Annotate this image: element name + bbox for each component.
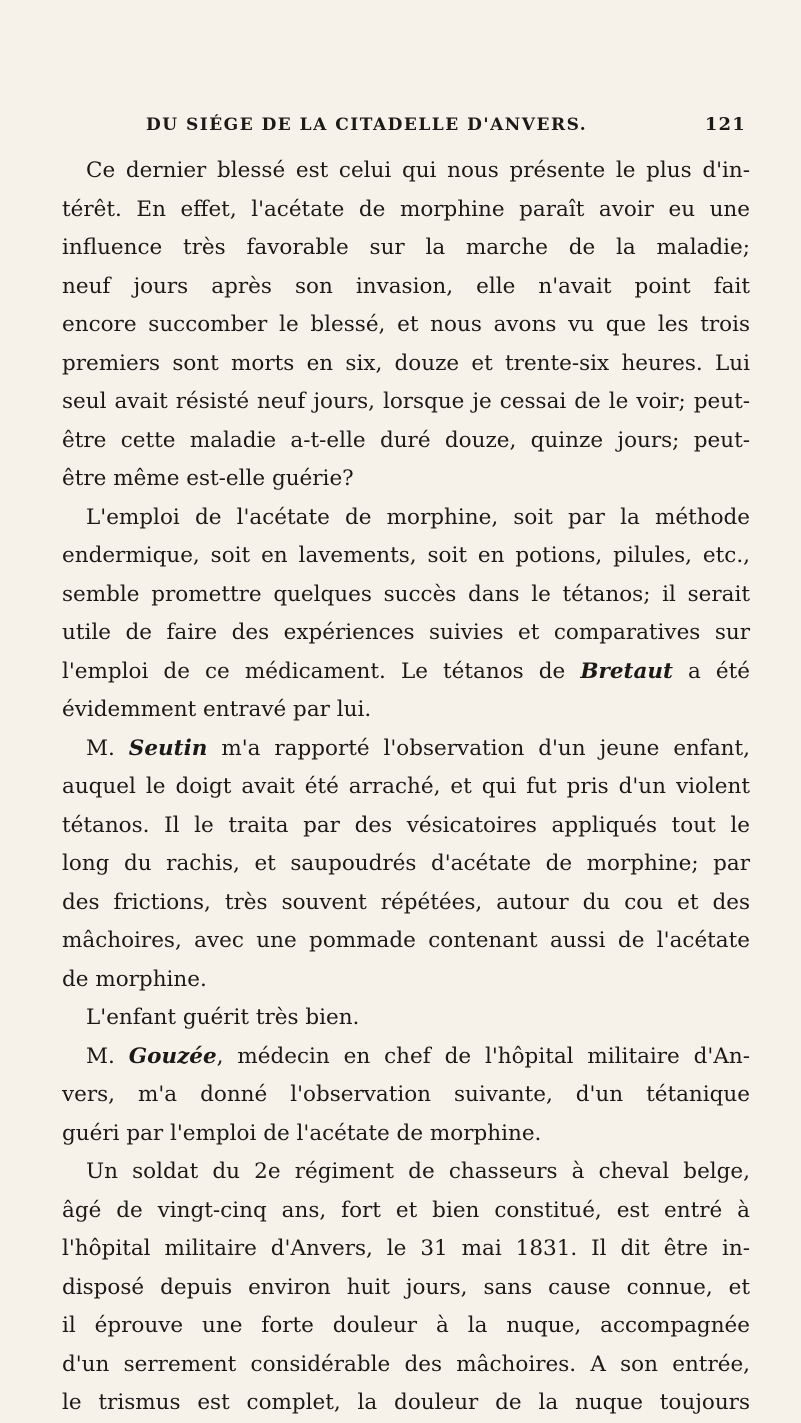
text-segment: il éprouve une forte douleur à la nuque, accompagnée bbox=[62, 1313, 750, 1338]
text-segment: L'emploi de l'acétate de morphine, soit par la méthode bbox=[86, 504, 750, 530]
text-segment: le trismus est complet, la douleur de la nuque toujours bbox=[62, 1390, 750, 1415]
text-line bbox=[62, 999, 750, 1038]
text-line bbox=[62, 1307, 750, 1346]
text-line bbox=[62, 306, 750, 345]
text-line bbox=[62, 961, 750, 1000]
text-segment: de morphine. bbox=[62, 966, 207, 992]
text-segment: auquel le doigt avait été arraché, et qui fut pris d'un violent bbox=[62, 774, 750, 799]
text-line bbox=[62, 1384, 750, 1423]
text-line bbox=[62, 845, 750, 884]
text-segment: tétanos. Il le traita par des vésicatoires appliqués tout le bbox=[62, 812, 750, 838]
text-line bbox=[62, 1230, 750, 1269]
text-segment: Ce dernier blessé est celui qui nous présente le plus d'in- bbox=[86, 158, 750, 183]
text-segment: influence très favorable sur la marche de la maladie; bbox=[62, 235, 750, 260]
text-segment: évidemment entravé par lui. bbox=[62, 697, 372, 722]
text-line bbox=[62, 1038, 750, 1077]
text-line bbox=[62, 730, 750, 769]
text-segment: seul avait résisté neuf jours, lorsque je cessai de le voir; peut- bbox=[62, 389, 750, 414]
text-line bbox=[62, 229, 750, 268]
text-line bbox=[62, 460, 750, 499]
text-line bbox=[62, 614, 750, 653]
text-line bbox=[62, 1076, 750, 1115]
text-line bbox=[62, 422, 750, 461]
text-line bbox=[62, 268, 750, 307]
text-segment: l'hôpital militaire d'Anvers, le 31 mai 1831. Il dit être in- bbox=[62, 1236, 750, 1261]
text-line bbox=[62, 768, 750, 807]
text-segment: endermique, soit en lavements, soit en potions, pilules, etc., bbox=[62, 543, 750, 568]
text-segment: a été bbox=[672, 658, 750, 684]
text-segment: L'enfant guérit très bien. bbox=[86, 1005, 360, 1030]
text-segment: l'emploi de ce médicament. Le tétanos de bbox=[62, 658, 581, 684]
text-segment: M. bbox=[86, 1043, 129, 1069]
text-line bbox=[62, 1115, 750, 1154]
text-segment: des frictions, très souvent répétées, autour du cou et des bbox=[62, 889, 750, 915]
text-line bbox=[62, 499, 750, 538]
italic-name: Gouzée bbox=[128, 1043, 217, 1069]
text-segment: être cette maladie a-t-elle duré douze, quinze jours; peut- bbox=[62, 427, 750, 453]
text-line bbox=[62, 807, 750, 846]
text-line bbox=[62, 152, 750, 191]
italic-name: Seutin bbox=[128, 735, 208, 761]
text-segment: utile de faire des expériences suivies et comparatives sur bbox=[62, 620, 750, 645]
text-segment: disposé depuis environ huit jours, sans cause connue, et bbox=[62, 1274, 750, 1300]
text-segment: Un soldat du 2e régiment de chasseurs à cheval belge, bbox=[86, 1159, 750, 1184]
text-segment: d'un serrement considérable des mâchoires. A son entrée, bbox=[62, 1351, 750, 1377]
text-line bbox=[62, 1346, 750, 1385]
text-line bbox=[62, 1153, 750, 1192]
italic-name: Bretaut bbox=[580, 658, 673, 684]
running-header bbox=[146, 114, 746, 135]
text-segment: âgé de vingt-cinq ans, fort et bien constitué, est entré à bbox=[62, 1197, 750, 1223]
text-segment: térêt. En effet, l'acétate de morphine paraît avoir eu une bbox=[62, 196, 750, 222]
text-segment: vers, m'a donné l'observation suivante, d'un tétanique bbox=[62, 1082, 750, 1107]
text-line bbox=[62, 922, 750, 961]
page-number: 121 bbox=[704, 114, 746, 135]
text-segment: être même est-elle guérie? bbox=[62, 466, 354, 491]
text-segment: semble promettre quelques succès dans le tétanos; il serait bbox=[62, 581, 750, 607]
running-title: DU SIÉGE DE LA CITADELLE D'ANVERS. bbox=[146, 115, 588, 135]
text-line bbox=[62, 576, 750, 615]
text-segment: , médecin en chef de l'hôpital militaire d'An- bbox=[216, 1043, 750, 1069]
text-line bbox=[62, 1192, 750, 1231]
text-line bbox=[62, 653, 750, 692]
text-segment: long du rachis, et saupoudrés d'acétate de morphine; par bbox=[62, 851, 750, 876]
text-line bbox=[62, 691, 750, 730]
text-segment: m'a rapporté l'observation d'un jeune enfant, bbox=[207, 735, 750, 761]
text-segment: encore succomber le blessé, et nous avons vu que les trois bbox=[62, 312, 750, 337]
text-line bbox=[62, 1269, 750, 1308]
text-segment: mâchoires, avec une pommade contenant aussi de l'acétate bbox=[62, 928, 750, 953]
text-line bbox=[62, 884, 750, 923]
text-line bbox=[62, 537, 750, 576]
text-segment: premiers sont morts en six, douze et trente-six heures. Lui bbox=[62, 350, 750, 376]
text-line bbox=[62, 383, 750, 422]
text-segment: M. bbox=[86, 735, 129, 761]
body-text bbox=[62, 152, 750, 1423]
text-segment: neuf jours après son invasion, elle n'avait point fait bbox=[62, 273, 750, 299]
text-line bbox=[62, 191, 750, 230]
text-line bbox=[62, 345, 750, 384]
text-segment: guéri par l'emploi de l'acétate de morphine. bbox=[62, 1120, 542, 1146]
